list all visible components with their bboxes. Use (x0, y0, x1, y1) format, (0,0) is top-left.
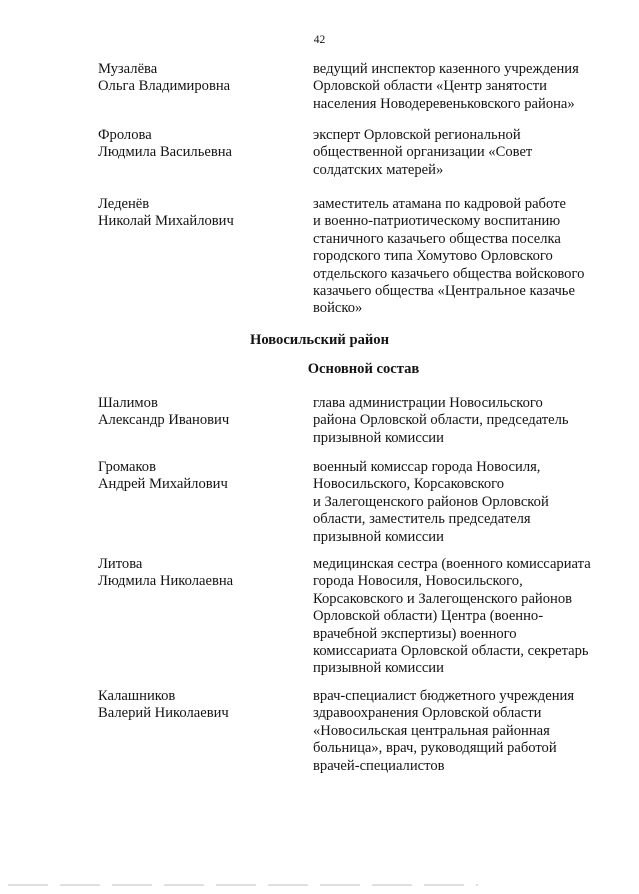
member-given-names: Валерий Николаевич (98, 705, 229, 722)
member-role (313, 196, 613, 318)
role-line: и военно-патриотическому воспитанию (313, 213, 561, 230)
member-name (98, 127, 298, 162)
member-name (98, 459, 298, 494)
role-line: ведущий инспектор казенного учреждения (313, 61, 579, 77)
role-line: города Новосиля, Новосильского, (313, 573, 523, 590)
member-name (98, 556, 298, 591)
role-line: глава администрации Новосильского (313, 395, 543, 411)
role-line: больница», врач, руководящий работой (313, 740, 557, 757)
member-given-names: Андрей Михайлович (98, 476, 228, 493)
role-line: казачьего общества «Центральное казачье (313, 283, 575, 300)
page-number: 42 (313, 34, 326, 46)
role-line: области, заместитель председателя (313, 511, 531, 528)
role-line: станичного казачьего общества поселка (313, 230, 561, 247)
role-line: врачей-специалистов (313, 757, 445, 774)
role-line: и Залегощенского районов Орловской (313, 493, 549, 510)
member-given-names: Николай Михайлович (98, 213, 234, 230)
role-line: врач-специалист бюджетного учреждения (313, 688, 575, 704)
role-line: солдатских матерей» (313, 161, 444, 178)
member-name (98, 395, 298, 430)
member-role (313, 688, 613, 775)
member-surname: Фролова (98, 127, 152, 143)
role-line: Корсаковского и Залегощенского районов (313, 590, 573, 607)
role-line: Орловской области) Центра (военно- (313, 608, 544, 625)
member-surname: Шалимов (98, 395, 158, 411)
role-line: «Новосильская центральная районная (313, 722, 550, 739)
member-surname: Музалёва (98, 61, 158, 77)
role-line: населения Новодеревеньковского района» (313, 95, 575, 112)
role-line: военный комиссар города Новосиля, (313, 459, 541, 475)
section-title: Новосильский район (249, 332, 390, 348)
member-name (98, 196, 298, 231)
role-line: комиссариата Орловской области, секретарь (313, 643, 589, 660)
role-line: Орловской области «Центр занятости (313, 78, 547, 95)
member-surname: Литова (98, 556, 143, 572)
role-line: призывной комиссии (313, 528, 444, 545)
member-role (313, 556, 613, 678)
role-line: Новосильского, Корсаковского (313, 476, 505, 493)
role-line: городского типа Хомутово Орловского (313, 248, 553, 265)
role-line: врачебной экспертизы) военного (313, 625, 517, 642)
role-line: района Орловской области, председатель (313, 412, 569, 429)
member-role (313, 459, 613, 546)
member-role (313, 395, 613, 447)
scan-artifact-divider (8, 884, 478, 886)
member-surname: Леденёв (98, 196, 150, 212)
role-line: призывной комиссии (313, 429, 444, 446)
subsection-title: Основной состав (307, 361, 420, 377)
member-surname: Громаков (98, 459, 156, 475)
member-given-names: Ольга Владимировна (98, 78, 231, 95)
member-surname: Калашников (98, 688, 176, 704)
role-line: медицинская сестра (военного комиссариата (313, 556, 591, 572)
member-role (313, 127, 613, 179)
role-line: эксперт Орловской региональной (313, 127, 521, 143)
member-role (313, 61, 613, 113)
member-given-names: Людмила Васильевна (98, 144, 233, 161)
member-name (98, 61, 298, 96)
role-line: заместитель атамана по кадровой работе (313, 196, 566, 212)
role-line: отдельского казачьего общества войскового (313, 265, 585, 282)
member-given-names: Людмила Николаевна (98, 573, 234, 590)
role-line: общественной организации «Совет (313, 144, 533, 161)
role-line: войско» (313, 300, 363, 317)
member-name (98, 688, 298, 723)
role-line: здравоохранения Орловской области (313, 705, 542, 722)
role-line: призывной комиссии (313, 660, 444, 677)
member-given-names: Александр Иванович (98, 412, 230, 429)
